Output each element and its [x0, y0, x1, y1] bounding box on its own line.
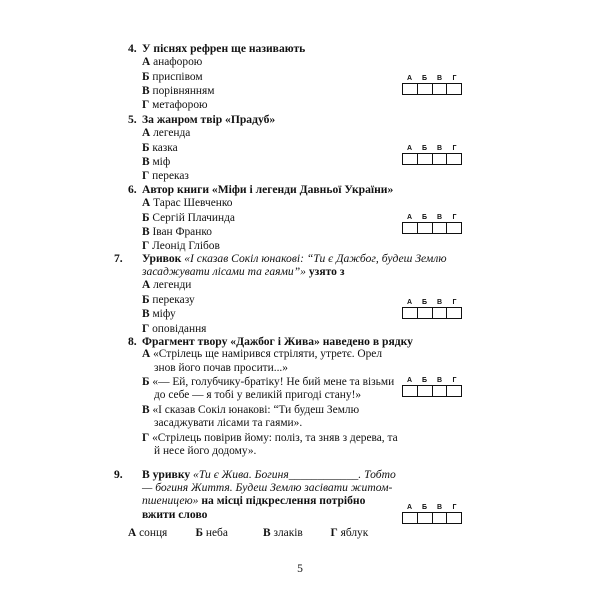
option-d: Г переказ [142, 170, 189, 183]
option-b: Б переказу [142, 293, 195, 306]
option-a: А легенди [142, 279, 192, 292]
question-number: 6. [128, 183, 137, 196]
answer-cell[interactable] [418, 386, 433, 396]
answer-cell[interactable] [403, 84, 418, 94]
answer-grid-5[interactable]: А Б В Г [402, 145, 462, 165]
question-8 [128, 335, 468, 459]
option-c: В злаків [263, 526, 303, 539]
answer-grid-8[interactable]: А Б В Г [402, 377, 462, 397]
answer-cell[interactable] [418, 84, 433, 94]
question-number: 9. [114, 468, 123, 481]
answer-cell[interactable] [418, 223, 433, 233]
answer-cell[interactable] [433, 154, 448, 164]
option-d: Г метафорою [142, 99, 208, 112]
answer-cell[interactable] [403, 386, 418, 396]
answer-cell[interactable] [418, 308, 433, 318]
question-text: У піснях рефрен ще називають [142, 42, 306, 55]
answer-cell[interactable] [403, 308, 418, 318]
option-c: В порівнянням [142, 85, 215, 98]
question-number: 7. [114, 252, 123, 265]
answer-grid-6[interactable]: А Б В Г [402, 214, 462, 234]
answer-cell[interactable] [447, 513, 461, 523]
answer-grid-7[interactable]: А Б В Г [402, 299, 462, 319]
option-a: А Тарас Шевченко [142, 197, 233, 210]
answer-cell[interactable] [433, 223, 448, 233]
answer-grid-9[interactable]: А Б В Г [402, 504, 462, 524]
answer-cell[interactable] [433, 308, 448, 318]
question-9: 9. В уривку «Ти є Жива. Богиня____________. Тобто — богиня Життя. Будеш Землю засівати житом-пшеницею» на місці підкреслення потрібно вжити слово А сонця Б неба В злаків Г яблук [128, 468, 398, 540]
answer-cell[interactable] [403, 513, 418, 523]
question-number: 4. [128, 42, 137, 55]
answer-cell[interactable] [403, 154, 418, 164]
option-d: Г яблук [330, 526, 369, 539]
answer-cell[interactable] [433, 513, 448, 523]
page-number: 5 [297, 562, 303, 575]
question-7: 7. Уривок «І сказав Сокіл юнакові: “Ти є Дажбог, будеш Землю засаджувати лісами та гаями”» узято з А легенди Б переказу В міфу Г оповідання [128, 252, 468, 336]
option-a: А «Стрілець ще намірився стріляти, утретє. Орел знов його почав просити...» [142, 348, 383, 374]
question-text: Автор книги «Міфи і легенди Давньої України» [142, 183, 394, 196]
option-b: Б приспівом [142, 70, 203, 83]
answer-cell[interactable] [447, 308, 461, 318]
answer-cell[interactable] [447, 223, 461, 233]
answer-cell[interactable] [447, 386, 461, 396]
option-b: Б казка [142, 141, 178, 154]
option-a: А сонця [128, 526, 168, 539]
question-number: 5. [128, 113, 137, 126]
answer-cell[interactable] [433, 84, 448, 94]
option-c: В міфу [142, 308, 176, 321]
answer-grid-4[interactable]: А Б В Г [402, 75, 462, 95]
question-text: Фрагмент твору «Дажбог і Жива» наведено в рядку [142, 335, 413, 348]
option-d: Г оповідання [142, 322, 207, 335]
answer-cell[interactable] [433, 386, 448, 396]
answer-cell[interactable] [418, 154, 433, 164]
option-d: Г Леонід Глібов [142, 240, 220, 253]
option-d: Г «Стрілець повірив йому: поліз, та зняв з дерева, та й несе його додому». [142, 431, 398, 458]
option-b: Б неба [195, 526, 228, 539]
question-text: За жанром твір «Прадуб» [142, 113, 276, 126]
answer-cell[interactable] [403, 223, 418, 233]
option-b: Б «— Ей, голубчику-братіку! Не бий мене та візьми до себе — я тобі у великій пригоді стану!» [142, 376, 395, 402]
option-a: А легенда [142, 127, 191, 140]
option-c: В «І сказав Сокіл юнакові: “Ти будеш Землю засаджувати лісами та гаями». [142, 403, 360, 430]
option-c: В міф [142, 156, 171, 169]
answer-cell[interactable] [447, 154, 461, 164]
answer-cell[interactable] [447, 84, 461, 94]
option-b: Б Сергій Плачинда [142, 211, 235, 224]
option-c: В Іван Франко [142, 226, 212, 239]
question-number: 8. [128, 335, 137, 348]
option-a: А анафорою [142, 56, 203, 69]
answer-cell[interactable] [418, 513, 433, 523]
